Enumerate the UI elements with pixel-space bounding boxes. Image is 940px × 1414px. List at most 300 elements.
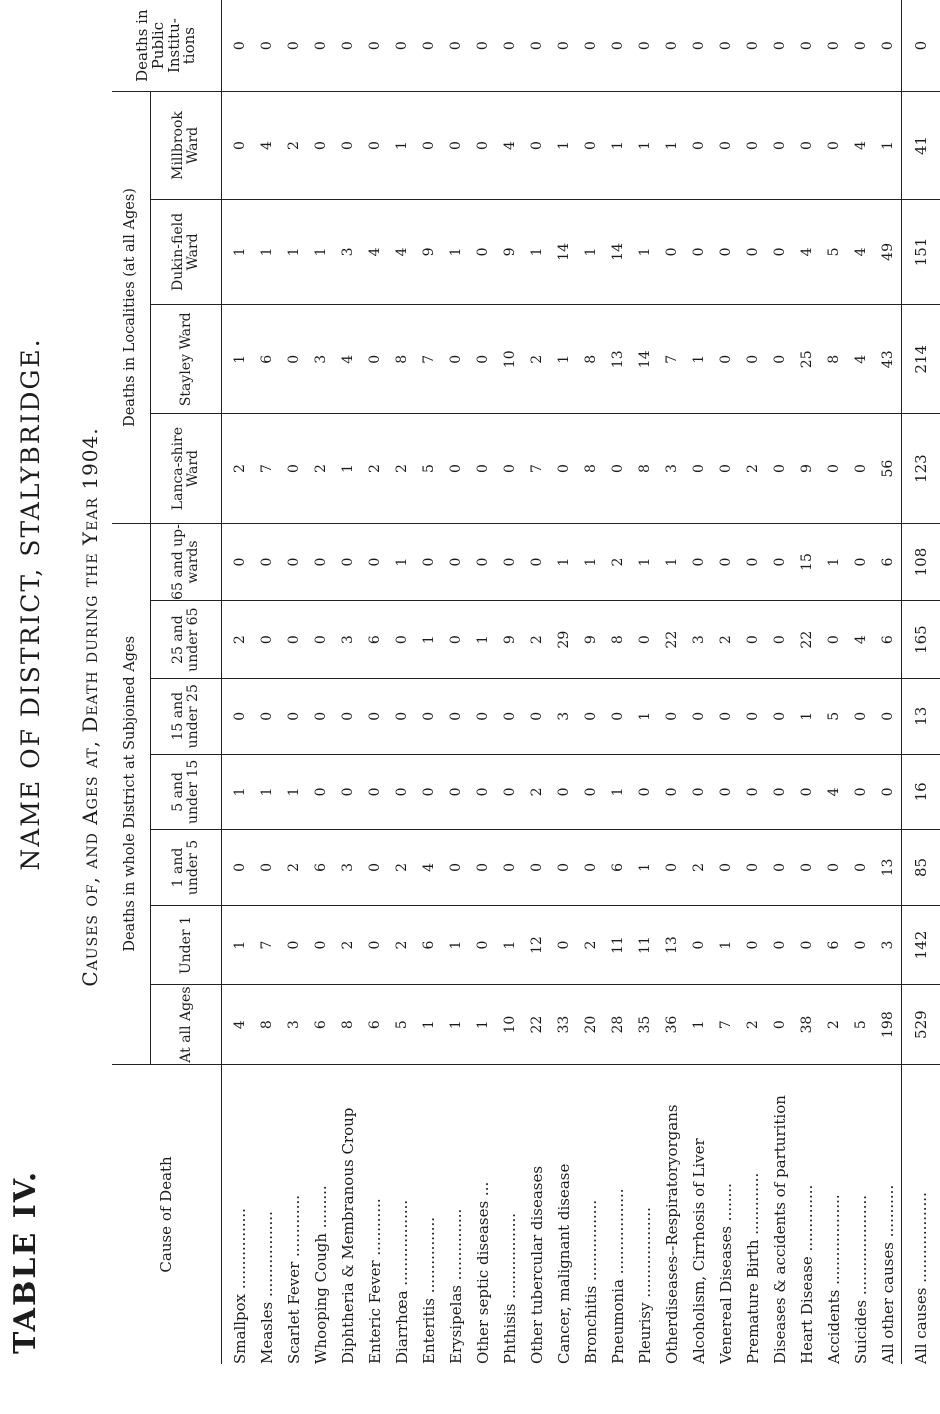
value-cell: 20 xyxy=(577,985,604,1064)
value-cell: 0 xyxy=(766,830,793,906)
value-cell: 0 xyxy=(226,523,253,601)
value-cell: 0 xyxy=(874,678,902,754)
value-cell: 2 xyxy=(388,905,415,985)
cause-cell: Diseases & accidents of parturition xyxy=(766,1064,793,1364)
table-row xyxy=(766,0,793,1364)
value-cell: 14 xyxy=(550,199,577,304)
value-cell: 0 xyxy=(307,905,334,985)
value-cell: 0 xyxy=(798,41,815,51)
table-row xyxy=(604,0,631,1364)
value-cell: 142 xyxy=(902,905,940,985)
value-cell: 1 xyxy=(280,754,307,830)
cause-cell: All other causes ........... xyxy=(874,1064,902,1364)
value-cell: 1 xyxy=(577,199,604,304)
value-cell: 1 xyxy=(685,305,712,414)
table-row xyxy=(739,0,766,1364)
value-cell: 6 xyxy=(415,905,442,985)
value-cell: 0 xyxy=(442,754,469,830)
value-cell: 7 xyxy=(712,985,739,1064)
value-cell: 0 xyxy=(577,92,604,200)
value-cell: 2 xyxy=(226,601,253,679)
value-cell: 2 xyxy=(820,985,847,1064)
value-cell: 8 xyxy=(577,305,604,414)
cause-cell: Otherdiseases--Respiratoryorgans xyxy=(658,1064,685,1364)
value-cell: 0 xyxy=(712,199,739,304)
cause-cell: Other tubercular diseases xyxy=(523,1064,550,1364)
value-cell: 0 xyxy=(469,414,496,523)
value-cell: 0 xyxy=(739,830,766,906)
value-cell: 0 xyxy=(739,305,766,414)
value-cell: 3 xyxy=(658,414,685,523)
value-cell: 3 xyxy=(874,905,902,985)
value-cell: 5 xyxy=(388,985,415,1064)
value-cell: 0 xyxy=(793,754,820,830)
value-cell: 0 xyxy=(550,754,577,830)
value-cell: 0 xyxy=(658,754,685,830)
value-cell: 0 xyxy=(820,414,847,523)
value-cell: 2 xyxy=(739,414,766,523)
value-cell: 1 xyxy=(685,985,712,1064)
value-cell: 3 xyxy=(280,985,307,1064)
value-cell: 0 xyxy=(685,678,712,754)
value-cell: 7 xyxy=(253,414,280,523)
value-cell: 0 xyxy=(739,92,766,200)
value-cell: 0 xyxy=(312,41,329,51)
value-cell: 1 xyxy=(442,199,469,304)
value-cell: 0 xyxy=(766,414,793,523)
value-cell: 0 xyxy=(712,830,739,906)
value-cell: 4 xyxy=(496,92,523,200)
value-cell: 41 xyxy=(902,92,940,200)
value-cell: 2 xyxy=(226,414,253,523)
value-cell: 4 xyxy=(793,199,820,304)
value-cell: 5 xyxy=(820,678,847,754)
cause-cell: Erysipelas ............... xyxy=(442,1064,469,1364)
value-cell: 0 xyxy=(874,754,902,830)
lancashire-ward-header: Lanca-shire Ward xyxy=(151,414,222,523)
value-cell: 0 xyxy=(739,601,766,679)
value-cell: 1 xyxy=(550,523,577,601)
value-cell: 0 xyxy=(685,905,712,985)
stayley-ward-header: Stayley Ward xyxy=(151,305,222,414)
public-institutions-header: Deaths in Public Institu-tions xyxy=(112,0,222,92)
value-cell: 529 xyxy=(902,985,940,1064)
value-cell: 0 xyxy=(253,830,280,906)
value-cell: 3 xyxy=(685,601,712,679)
value-cell: 0 xyxy=(550,414,577,523)
value-cell: 4 xyxy=(820,754,847,830)
value-cell: 0 xyxy=(712,678,739,754)
value-cell: 0 xyxy=(226,92,253,200)
value-cell: 2 xyxy=(523,305,550,414)
value-cell: 0 xyxy=(231,41,248,51)
value-cell: 0 xyxy=(825,41,842,51)
value-cell: 4 xyxy=(847,305,874,414)
cause-cell: Pneumonia .................. xyxy=(604,1064,631,1364)
value-cell: 0 xyxy=(474,41,491,51)
cause-of-death-header: Cause of Death xyxy=(112,1064,222,1364)
value-cell: 1 xyxy=(712,905,739,985)
value-cell: 0 xyxy=(366,41,383,51)
value-cell: 11 xyxy=(604,905,631,985)
value-cell: 1 xyxy=(550,92,577,200)
age-15-25-header: 15 and under 25 xyxy=(151,678,222,754)
table-row xyxy=(469,0,496,1364)
value-cell: 2 xyxy=(334,905,361,985)
value-cell: 0 xyxy=(717,41,734,51)
value-cell: 0 xyxy=(636,41,653,51)
value-cell: 28 xyxy=(604,985,631,1064)
table-row xyxy=(820,0,847,1364)
value-cell: 0 xyxy=(253,601,280,679)
value-cell: 0 xyxy=(361,92,388,200)
value-cell: 0 xyxy=(469,830,496,906)
value-cell: 0 xyxy=(442,601,469,679)
value-cell: 0 xyxy=(361,830,388,906)
value-cell: 0 xyxy=(496,678,523,754)
table-row xyxy=(361,0,388,1364)
value-cell: 85 xyxy=(902,830,940,906)
age-5-15-header: 5 and under 15 xyxy=(151,754,222,830)
value-cell: 43 xyxy=(874,305,902,414)
value-cell: 0 xyxy=(550,830,577,906)
value-cell: 7 xyxy=(415,305,442,414)
value-cell: 1 xyxy=(577,523,604,601)
value-cell: 165 xyxy=(902,601,940,679)
value-cell: 1 xyxy=(226,305,253,414)
mortality-table xyxy=(112,0,940,1364)
value-cell: 0 xyxy=(442,92,469,200)
value-cell: 0 xyxy=(766,905,793,985)
table-row xyxy=(712,0,739,1364)
value-cell: 2 xyxy=(280,830,307,906)
value-cell: 0 xyxy=(793,830,820,906)
value-cell: 0 xyxy=(685,414,712,523)
value-cell: 36 xyxy=(658,985,685,1064)
value-cell: 0 xyxy=(415,678,442,754)
value-cell: 1 xyxy=(226,199,253,304)
value-cell: 0 xyxy=(902,0,940,92)
totals-row xyxy=(902,0,940,1364)
value-cell: 49 xyxy=(874,199,902,304)
value-cell: 6 xyxy=(361,985,388,1064)
value-cell: 0 xyxy=(712,305,739,414)
value-cell: 0 xyxy=(744,41,761,51)
value-cell: 0 xyxy=(658,678,685,754)
value-cell: 0 xyxy=(258,41,275,51)
value-cell: 10 xyxy=(496,985,523,1064)
value-cell: 2 xyxy=(577,905,604,985)
value-cell: 0 xyxy=(609,41,626,51)
value-cell: 0 xyxy=(307,92,334,200)
value-cell: 108 xyxy=(902,523,940,601)
value-cell: 0 xyxy=(793,92,820,200)
cause-cell: Enteritis ................ xyxy=(415,1064,442,1364)
value-cell: 0 xyxy=(685,199,712,304)
value-cell: 1 xyxy=(253,754,280,830)
value-cell: 0 xyxy=(361,678,388,754)
value-cell: 9 xyxy=(577,601,604,679)
value-cell: 0 xyxy=(442,678,469,754)
value-cell: 0 xyxy=(280,905,307,985)
cause-cell: Phthisis .................. xyxy=(496,1064,523,1364)
value-cell: 0 xyxy=(685,754,712,830)
value-cell: 2 xyxy=(388,414,415,523)
value-cell: 8 xyxy=(577,414,604,523)
value-cell: 0 xyxy=(771,41,788,51)
value-cell: 0 xyxy=(712,754,739,830)
age-25-65-header: 25 and under 65 xyxy=(151,601,222,679)
value-cell: 1 xyxy=(469,601,496,679)
value-cell: 0 xyxy=(469,905,496,985)
value-cell: 0 xyxy=(577,830,604,906)
value-cell: 6 xyxy=(874,523,902,601)
value-cell: 0 xyxy=(555,41,572,51)
value-cell: 8 xyxy=(604,601,631,679)
value-cell: 2 xyxy=(523,754,550,830)
value-cell: 0 xyxy=(361,905,388,985)
value-cell: 3 xyxy=(334,601,361,679)
table-row xyxy=(847,0,874,1364)
value-cell: 0 xyxy=(226,678,253,754)
value-cell: 9 xyxy=(496,199,523,304)
value-cell: 2 xyxy=(361,414,388,523)
table-row xyxy=(658,0,685,1364)
value-cell: 6 xyxy=(604,830,631,906)
value-cell: 0 xyxy=(253,523,280,601)
value-cell: 0 xyxy=(631,754,658,830)
table-label: TABLE IV. xyxy=(8,1169,43,1354)
value-cell: 0 xyxy=(307,601,334,679)
value-cell: 0 xyxy=(766,601,793,679)
value-cell: 0 xyxy=(442,414,469,523)
value-cell: 1 xyxy=(658,92,685,200)
cause-cell: Heart Disease .............. xyxy=(793,1064,820,1364)
value-cell: 9 xyxy=(415,199,442,304)
cause-cell: Diarrhœa .................. xyxy=(388,1064,415,1364)
value-cell: 1 xyxy=(226,905,253,985)
value-cell: 0 xyxy=(280,678,307,754)
value-cell: 0 xyxy=(415,523,442,601)
value-cell: 7 xyxy=(253,905,280,985)
value-cell: 0 xyxy=(496,754,523,830)
value-cell: 0 xyxy=(307,678,334,754)
value-cell: 0 xyxy=(766,523,793,601)
value-cell: 6 xyxy=(820,905,847,985)
value-cell: 4 xyxy=(334,305,361,414)
under-1-header: Under 1 xyxy=(151,905,222,985)
dukinfield-ward-header: Dukin-field Ward xyxy=(151,199,222,304)
value-cell: 4 xyxy=(847,601,874,679)
value-cell: 0 xyxy=(847,754,874,830)
value-cell: 8 xyxy=(253,985,280,1064)
value-cell: 9 xyxy=(793,414,820,523)
cause-cell: Suicides ..................... xyxy=(847,1064,874,1364)
value-cell: 0 xyxy=(447,41,464,51)
value-cell: 0 xyxy=(739,754,766,830)
value-cell: 0 xyxy=(361,523,388,601)
value-cell: 0 xyxy=(442,305,469,414)
table-row xyxy=(874,0,902,1364)
value-cell: 0 xyxy=(577,754,604,830)
cause-cell: Whooping Cough ......... xyxy=(307,1064,334,1364)
value-cell: 0 xyxy=(415,92,442,200)
value-cell: 29 xyxy=(550,601,577,679)
value-cell: 2 xyxy=(523,601,550,679)
value-cell: 1 xyxy=(469,985,496,1064)
value-cell: 1 xyxy=(658,523,685,601)
value-cell: 0 xyxy=(528,41,545,51)
value-cell: 22 xyxy=(658,601,685,679)
value-cell: 1 xyxy=(631,92,658,200)
value-cell: 0 xyxy=(334,678,361,754)
value-cell: 2 xyxy=(604,523,631,601)
table-row xyxy=(577,0,604,1364)
value-cell: 8 xyxy=(334,985,361,1064)
value-cell: 0 xyxy=(280,305,307,414)
value-cell: 0 xyxy=(253,678,280,754)
value-cell: 13 xyxy=(658,905,685,985)
table-row xyxy=(388,0,415,1364)
value-cell: 5 xyxy=(820,199,847,304)
value-cell: 0 xyxy=(226,830,253,906)
value-cell: 11 xyxy=(631,905,658,985)
value-cell: 0 xyxy=(550,905,577,985)
value-cell: 1 xyxy=(874,92,902,200)
value-cell: 0 xyxy=(577,678,604,754)
value-cell: 1 xyxy=(415,985,442,1064)
value-cell: 38 xyxy=(793,985,820,1064)
value-cell: 0 xyxy=(739,523,766,601)
value-cell: 4 xyxy=(388,199,415,304)
value-cell: 0 xyxy=(712,523,739,601)
value-cell: 0 xyxy=(766,754,793,830)
value-cell: 0 xyxy=(469,305,496,414)
cause-cell: Scarlet Fever ............. xyxy=(280,1064,307,1364)
value-cell: 1 xyxy=(442,905,469,985)
value-cell: 0 xyxy=(469,754,496,830)
all-ages-header: At all Ages xyxy=(151,985,222,1064)
value-cell: 16 xyxy=(902,754,940,830)
value-cell: 0 xyxy=(847,523,874,601)
value-cell: 1 xyxy=(820,523,847,601)
cause-cell: Premature Birth ............. xyxy=(739,1064,766,1364)
value-cell: 0 xyxy=(739,678,766,754)
value-cell: 0 xyxy=(766,305,793,414)
value-cell: 1 xyxy=(604,754,631,830)
cause-cell: Cancer, malignant disease xyxy=(550,1064,577,1364)
value-cell: 1 xyxy=(631,678,658,754)
value-cell: 0 xyxy=(658,199,685,304)
value-cell: 1 xyxy=(604,92,631,200)
value-cell: 0 xyxy=(766,678,793,754)
value-cell: 0 xyxy=(415,754,442,830)
value-cell: 0 xyxy=(658,830,685,906)
value-cell: 6 xyxy=(361,601,388,679)
cause-cell: All causes ................... xyxy=(902,1064,940,1364)
value-cell: 12 xyxy=(523,905,550,985)
value-cell: 0 xyxy=(442,523,469,601)
table-row xyxy=(307,0,334,1364)
value-cell: 3 xyxy=(334,199,361,304)
value-cell: 0 xyxy=(523,678,550,754)
value-cell: 0 xyxy=(469,199,496,304)
value-cell: 0 xyxy=(388,754,415,830)
age-65-up-header: 65 and up-wards xyxy=(151,523,222,601)
value-cell: 13 xyxy=(604,305,631,414)
cause-cell: Accidents ................... xyxy=(820,1064,847,1364)
value-cell: 4 xyxy=(226,985,253,1064)
value-cell: 0 xyxy=(852,41,869,51)
value-cell: 2 xyxy=(739,985,766,1064)
table-row xyxy=(415,0,442,1364)
table-row xyxy=(253,0,280,1364)
value-cell: 0 xyxy=(361,754,388,830)
value-cell: 0 xyxy=(469,523,496,601)
value-cell: 0 xyxy=(469,92,496,200)
value-cell: 10 xyxy=(496,305,523,414)
table-row xyxy=(523,0,550,1364)
value-cell: 1 xyxy=(523,199,550,304)
value-cell: 2 xyxy=(388,830,415,906)
value-cell: 0 xyxy=(631,601,658,679)
value-cell: 1 xyxy=(631,523,658,601)
value-cell: 4 xyxy=(415,830,442,906)
value-cell: 1 xyxy=(253,199,280,304)
cause-cell: Measles .................. xyxy=(253,1064,280,1364)
value-cell: 4 xyxy=(847,92,874,200)
value-cell: 0 xyxy=(501,41,518,51)
value-cell: 8 xyxy=(631,414,658,523)
value-cell: 0 xyxy=(388,601,415,679)
value-cell: 123 xyxy=(902,414,940,523)
value-cell: 0 xyxy=(280,414,307,523)
value-cell: 5 xyxy=(847,985,874,1064)
value-cell: 1 xyxy=(442,985,469,1064)
value-cell: 2 xyxy=(712,601,739,679)
value-cell: 1 xyxy=(388,523,415,601)
value-cell: 4 xyxy=(847,199,874,304)
value-cell: 6 xyxy=(307,830,334,906)
value-cell: 0 xyxy=(604,414,631,523)
cause-cell: Alcoholism, Cirrhosis of Liver xyxy=(685,1064,712,1364)
cause-cell: Pleurisy ................... xyxy=(631,1064,658,1364)
cause-cell: Smallpox ................. xyxy=(226,1064,253,1364)
value-cell: 0 xyxy=(361,305,388,414)
value-cell: 0 xyxy=(739,905,766,985)
value-cell: 1 xyxy=(307,199,334,304)
value-cell: 2 xyxy=(685,830,712,906)
value-cell: 1 xyxy=(631,199,658,304)
value-cell: 0 xyxy=(280,601,307,679)
value-cell: 0 xyxy=(793,905,820,985)
cause-cell: Enteric Fever ............ xyxy=(361,1064,388,1364)
value-cell: 0 xyxy=(339,41,356,51)
value-cell: 0 xyxy=(280,523,307,601)
value-cell: 0 xyxy=(847,905,874,985)
value-cell: 2 xyxy=(307,414,334,523)
table-body xyxy=(222,0,940,1364)
localities-group-header: Deaths in Localities (at all Ages) xyxy=(112,92,151,524)
value-cell: 7 xyxy=(523,414,550,523)
value-cell: 14 xyxy=(631,305,658,414)
value-cell: 4 xyxy=(253,92,280,200)
value-cell: 1 xyxy=(793,678,820,754)
value-cell: 6 xyxy=(253,305,280,414)
value-cell: 0 xyxy=(685,92,712,200)
value-cell: 5 xyxy=(415,414,442,523)
value-cell: 33 xyxy=(550,985,577,1064)
